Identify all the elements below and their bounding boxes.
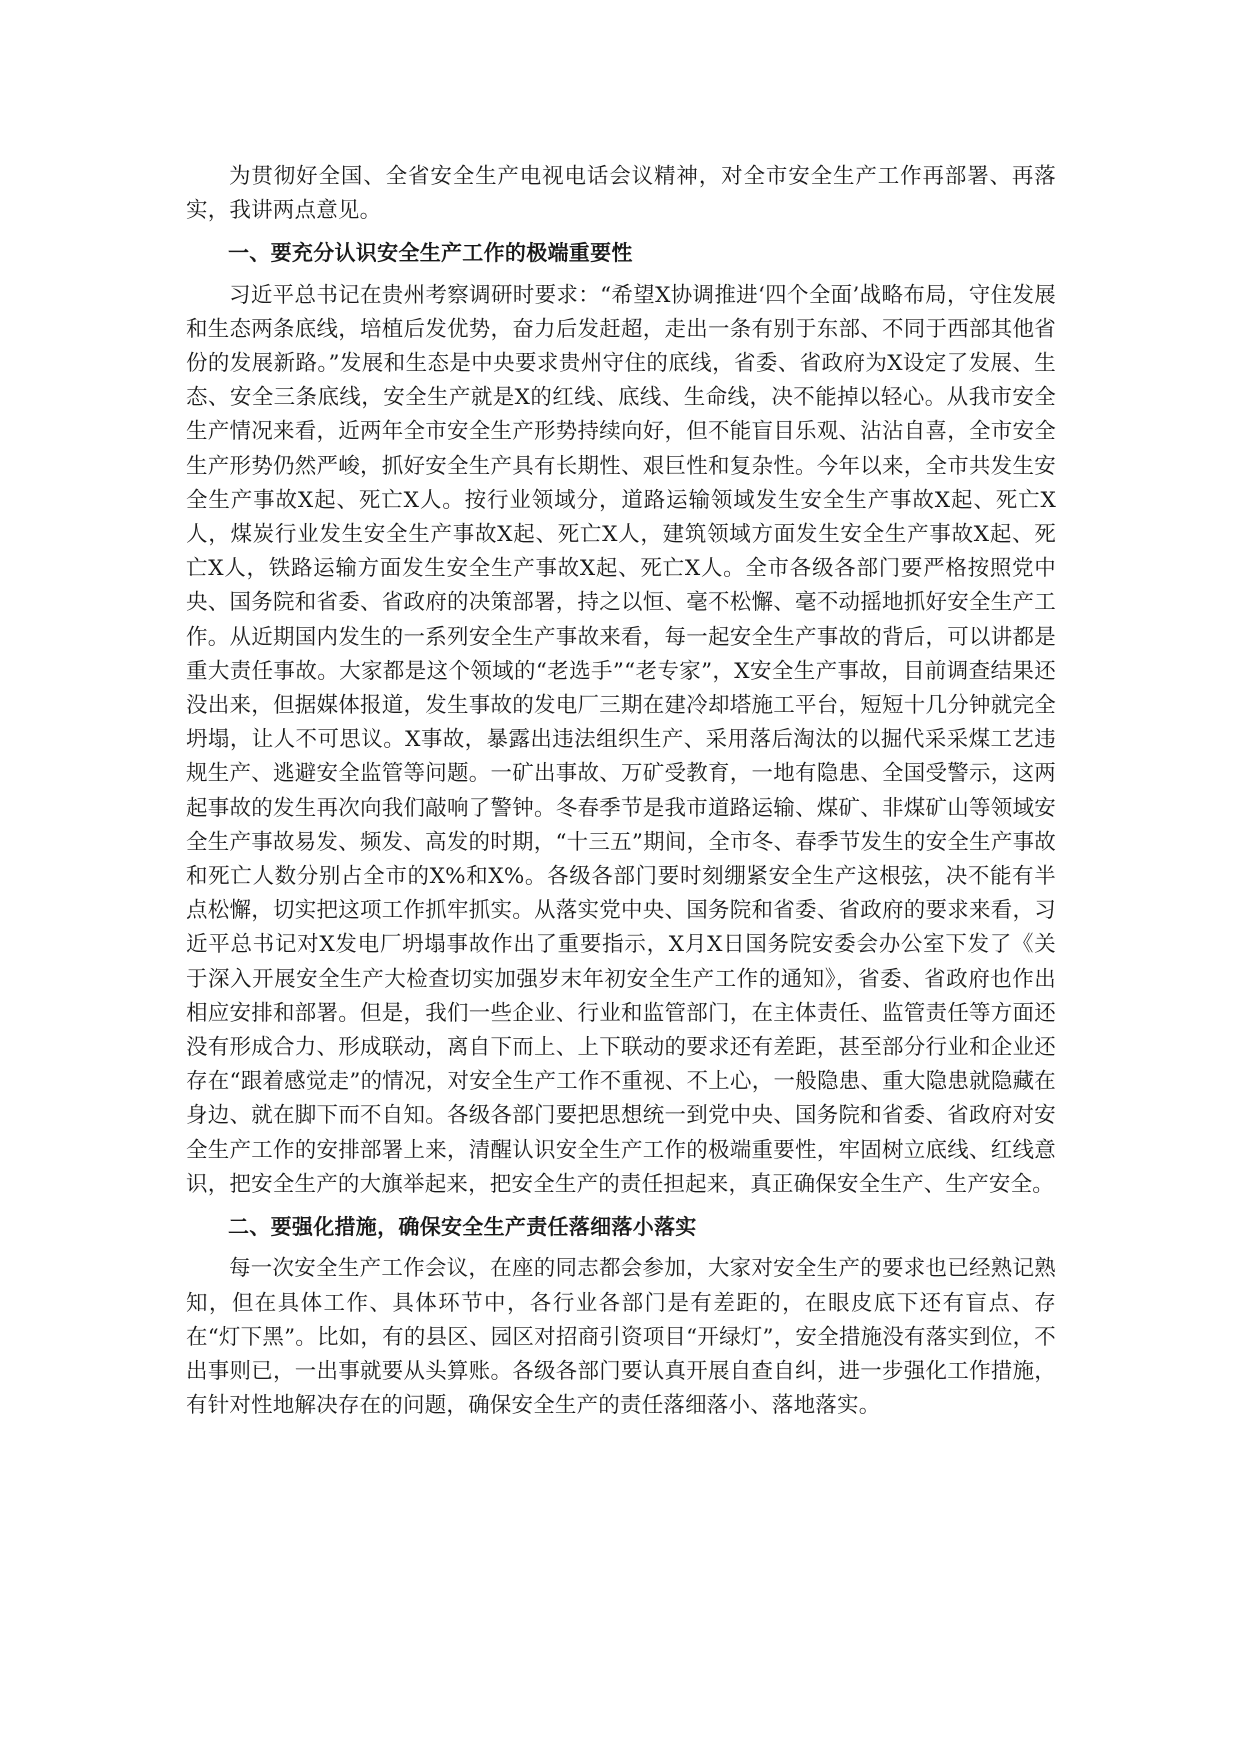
section-2-paragraph: 每一次安全生产工作会议，在座的同志都会参加，大家对安全生产的要求也已经熟记熟知，但在具体工作、具体环节中，各行业各部门是有差距的，在眼皮底下还有盲点、存在“灯下黑”。比如，有的县区、园区对招商引资项目“开绿灯”，安全措施没有落实到位，不出事则已，一出事就要从头算账。各级各部门要认真开展自查自纠，进一步强化工作措施，有针对性地解决存在的问题，确保安全生产的责任落细落小、落地落实。 [186, 1256, 1056, 1419]
section-1-paragraph: 习近平总书记在贵州考察调研时要求：“希望X协调推进‘四个全面’战略布局，守住发展和生态两条底线，培植后发优势，奋力后发赶超，走出一条有别于东部、不同于西部其他省份的发展新路。”发展和生态是中央要求贵州守住的底线，省委、省政府为X设定了发展、生态、安全三条底线，安全生产就是X的红线、底线、生命线，决不能掉以轻心。从我市安全生产情况来看，近两年全市安全生产形势持续向好，但不能盲目乐观、沾沾自喜，全市安全生产形势仍然严峻，抓好安全生产具有长期性、艰巨性和复杂性。今年以来，全市共发生安全生产事故X起、死亡X人。按行业领域分，道路运输领域发生安全生产事故X起、死亡X人，煤炭行业发生安全生产事故X起、死亡X人，建筑领域方面发生安全生产事故X起、死亡X人，铁路运输方面发生安全生产事故X起、死亡X人。全市各级各部门要严格按照党中央、国务院和省委、省政府的决策部署，持之以恒、毫不松懈、毫不动摇地抓好安全生产工作。从近期国内发生的一系列安全生产事故来看，每一起安全生产事故的背后，可以讲都是重大责任事故。大家都是这个领域的“老选手”“老专家”，X安全生产事故，目前调查结果还没出来，但据媒体报道，发生事故的发电厂三期在建冷却塔施工平台，短短十几分钟就完全坍塌，让人不可思议。X事故，暴露出违法组织生产、采用落后淘汰的以掘代采采煤工艺违规生产、逃避安全监管等问题。一矿出事故、万矿受教育，一地有隐患、全国受警示，这两起事故的发生再次向我们敲响了警钟。冬春季节是我市道路运输、煤矿、非煤矿山等领域安全生产事故易发、频发、高发的时期，“十三五”期间，全市冬、春季节发生的安全生产事故和死亡人数分别占全市的X%和X%。各级各部门要时刻绷紧安全生产这根弦，决不能有半点松懈，切实把这项工作抓牢抓实。从落实党中央、国务院和省委、省政府的要求来看，习近平总书记对X发电厂坍塌事故作出了重要指示，X月X日国务院安委会办公室下发了《关于深入开展安全生产大检查切实加强岁末年初安全生产工作的通知》，省委、省政府也作出相应安排和部署。但是，我们一些企业、行业和监管部门，在主体责任、监管责任等方面还没有形成合力、形成联动，离自下而上、上下联动的要求还有差距，甚至部分行业和企业还存在“跟着感觉走”的情况，对安全生产工作不重视、不上心，一般隐患、重大隐患就隐藏在身边、就在脚下而不自知。各级各部门要把思想统一到党中央、国务院和省委、省政府对安全生产工作的安排部署上来，清醒认识安全生产工作的极端重要性，牢固树立底线、红线意识，把安全生产的大旗举起来，把安全生产的责任担起来，真正确保安全生产、生产安全。 [186, 282, 1056, 1197]
section-1-heading: 一、要充分认识安全生产工作的极端重要性 [228, 241, 633, 266]
intro-paragraph: 为贯彻好全国、全省安全生产电视电话会议精神，对全市安全生产工作再部署、再落实，我讲两点意见。 [186, 164, 1056, 224]
section-2-heading: 二、要强化措施，确保安全生产责任落细落小落实 [228, 1215, 697, 1240]
document-body [186, 160, 1056, 1427]
